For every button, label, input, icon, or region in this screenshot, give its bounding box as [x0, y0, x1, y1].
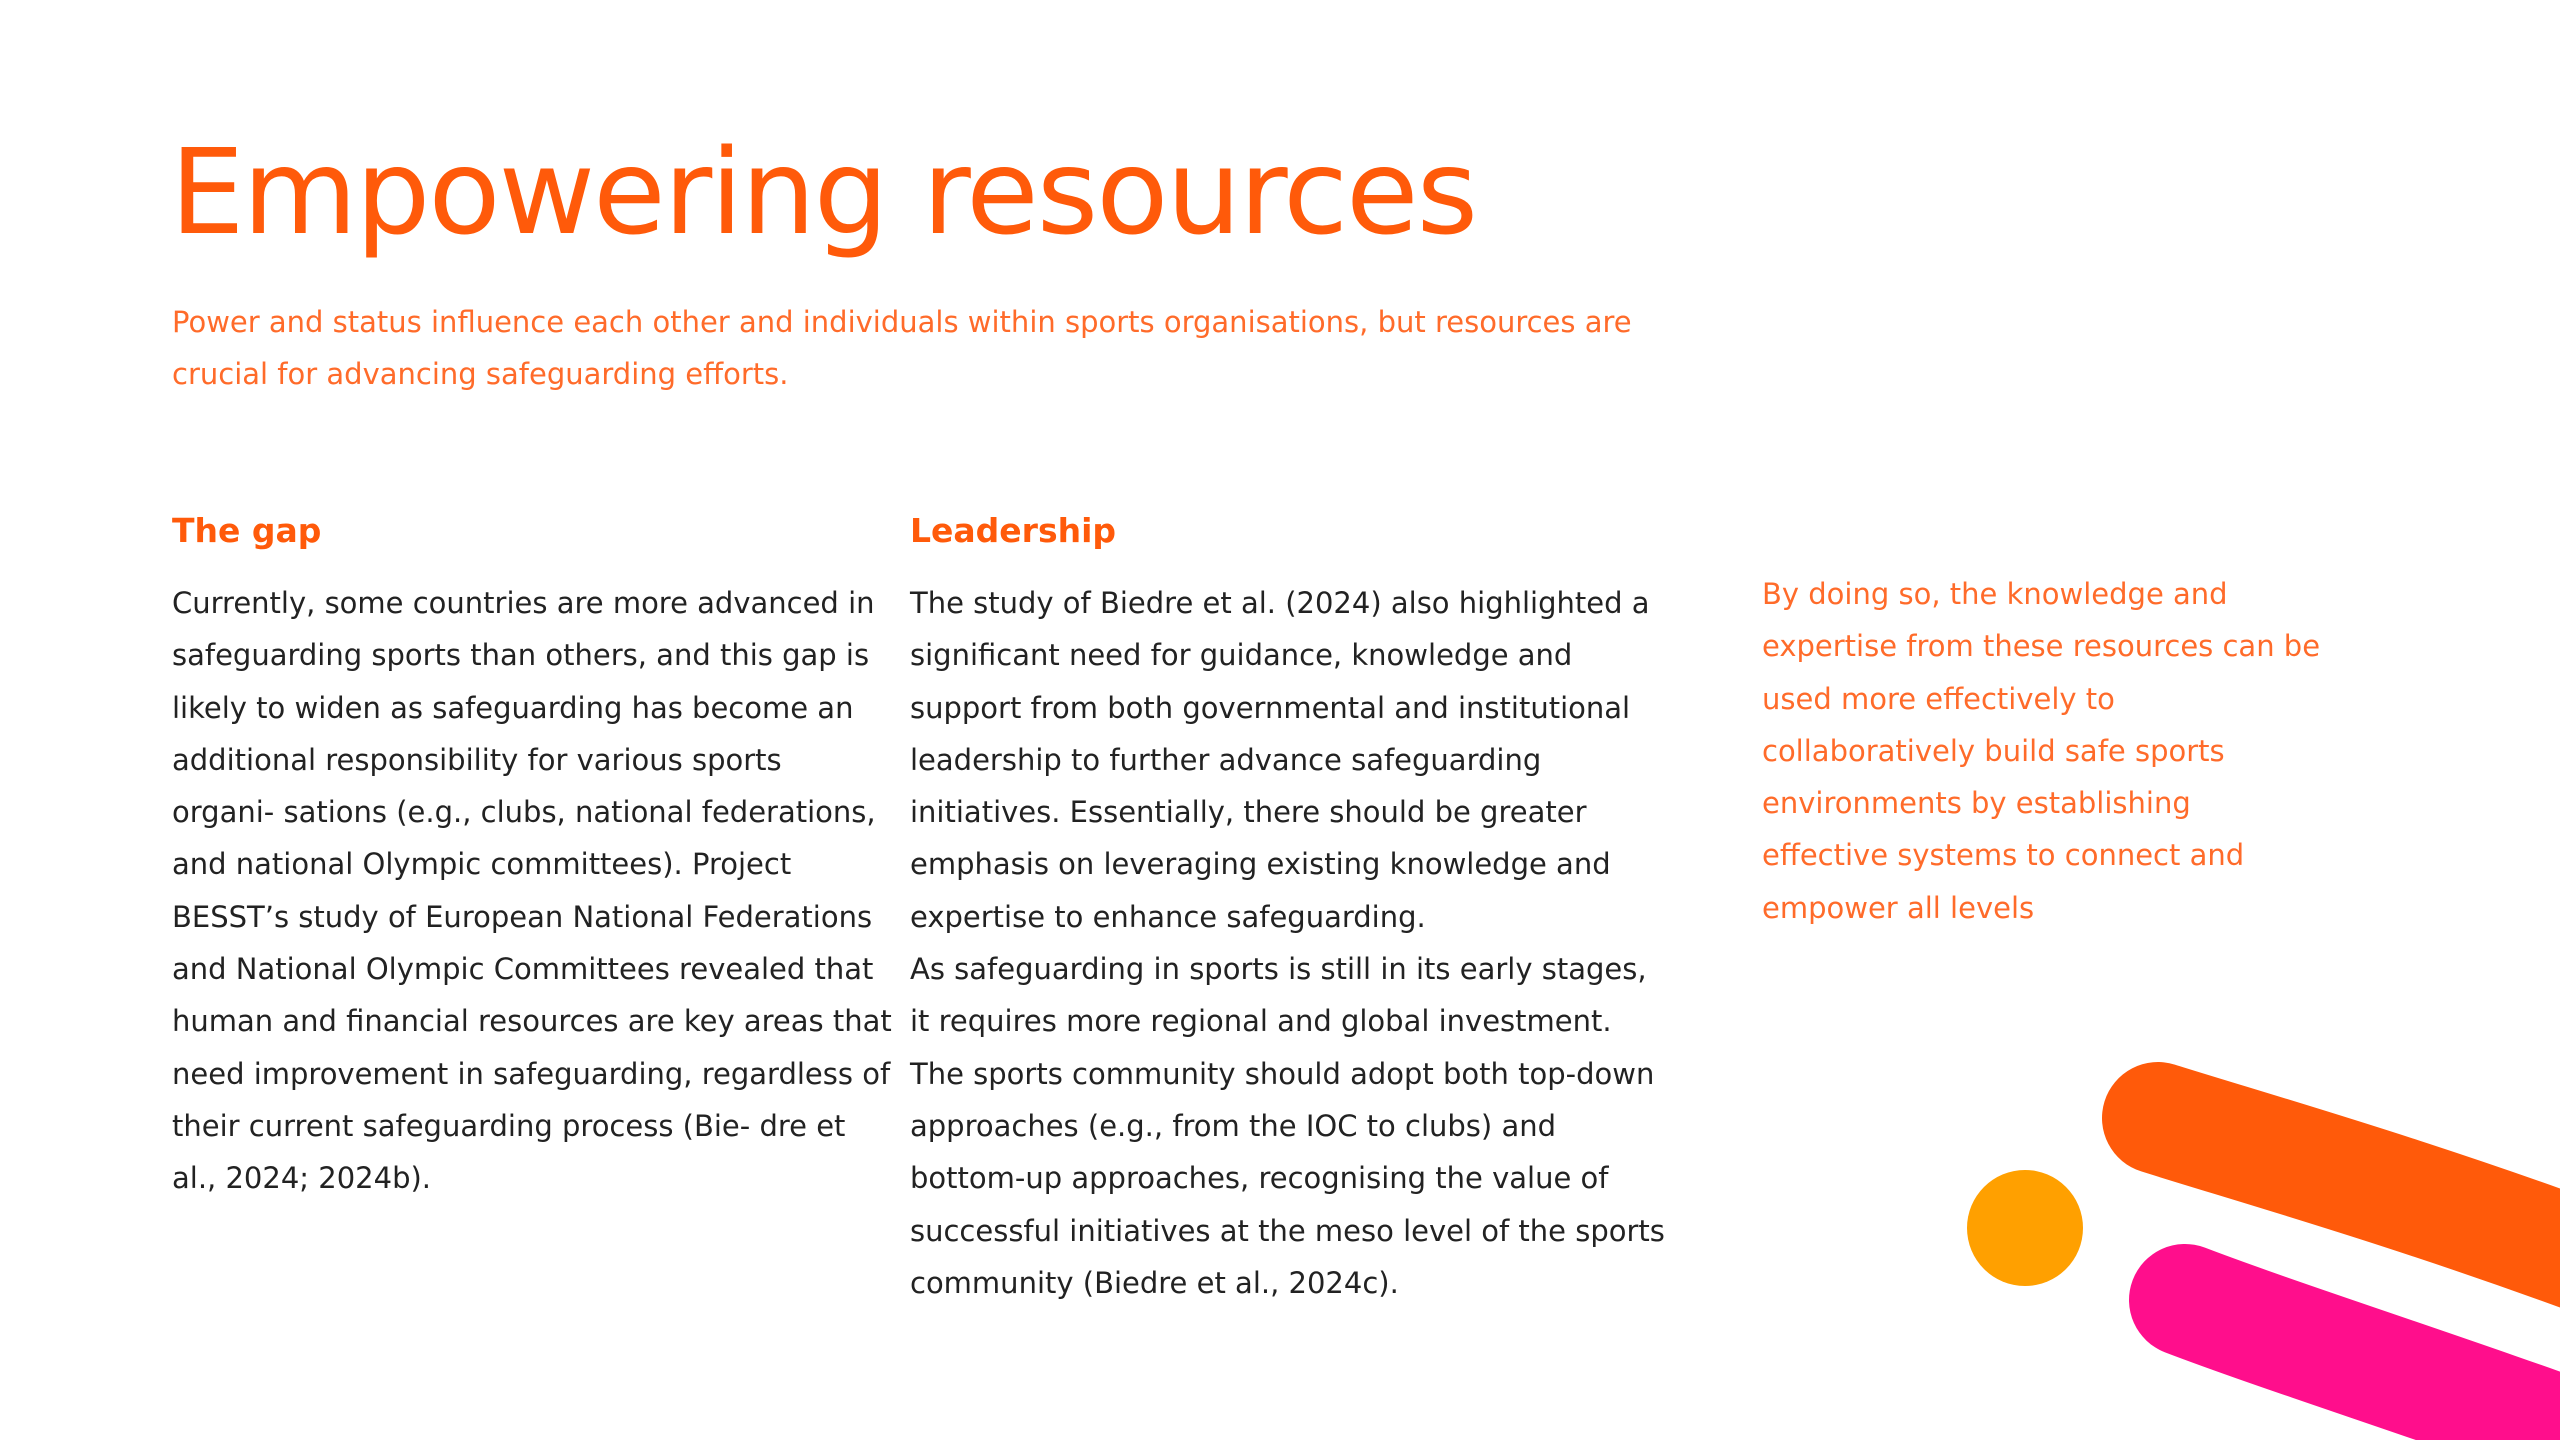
- leadership-body-1: The study of Biedre et al. (2024) also highlighted a significant need for guidance, knowledge and support from both governmental and institutional leadership to further advance safeguarding initiatives. Essentially, there should be greater emphasis on leveraging existing knowledge and expertise to enhance safeguarding.: [910, 586, 1650, 934]
- orange-swoosh: [2158, 1118, 2560, 1270]
- pink-swoosh: [2185, 1300, 2560, 1440]
- intro-text: Power and status influence each other and individuals within sports organisations, but resources are crucial for advancing safeguarding efforts.: [172, 305, 1632, 391]
- amber-dot: [1967, 1170, 2083, 1286]
- leadership-body-2: As safeguarding in sports is still in its early stages, it requires more regional and global investment. The sports community should adopt both top-down approaches (e.g., from the IOC to clubs) and bottom-up approaches, recognising the value of successful initiatives at the meso level of the sports community (Biedre et al., 2024c).: [910, 952, 1665, 1300]
- leadership-heading: Leadership: [910, 511, 1117, 550]
- page-title: Empowering resources: [170, 123, 1477, 261]
- gap-heading: The gap: [172, 511, 322, 550]
- gap-body: Currently, some countries are more advanced in safeguarding sports than others, and this gap is likely to widen as safeguarding has become an additional responsibility for various sports organi- sations (e.g., clubs, national federations, and national Olympic committees). Project BESST’s study of European National Federations and National Olympic Committees revealed that human and financial resources are key areas that need improvement in safeguarding, regardless of their current safeguarding process (Bie- dre et al., 2024; 2024b).: [172, 586, 892, 1196]
- callout-text: By doing so, the knowledge and expertise from these resources can be used more effectively to collaboratively build safe sports environments by establishing effective systems to connect and empower all levels: [1762, 577, 2321, 925]
